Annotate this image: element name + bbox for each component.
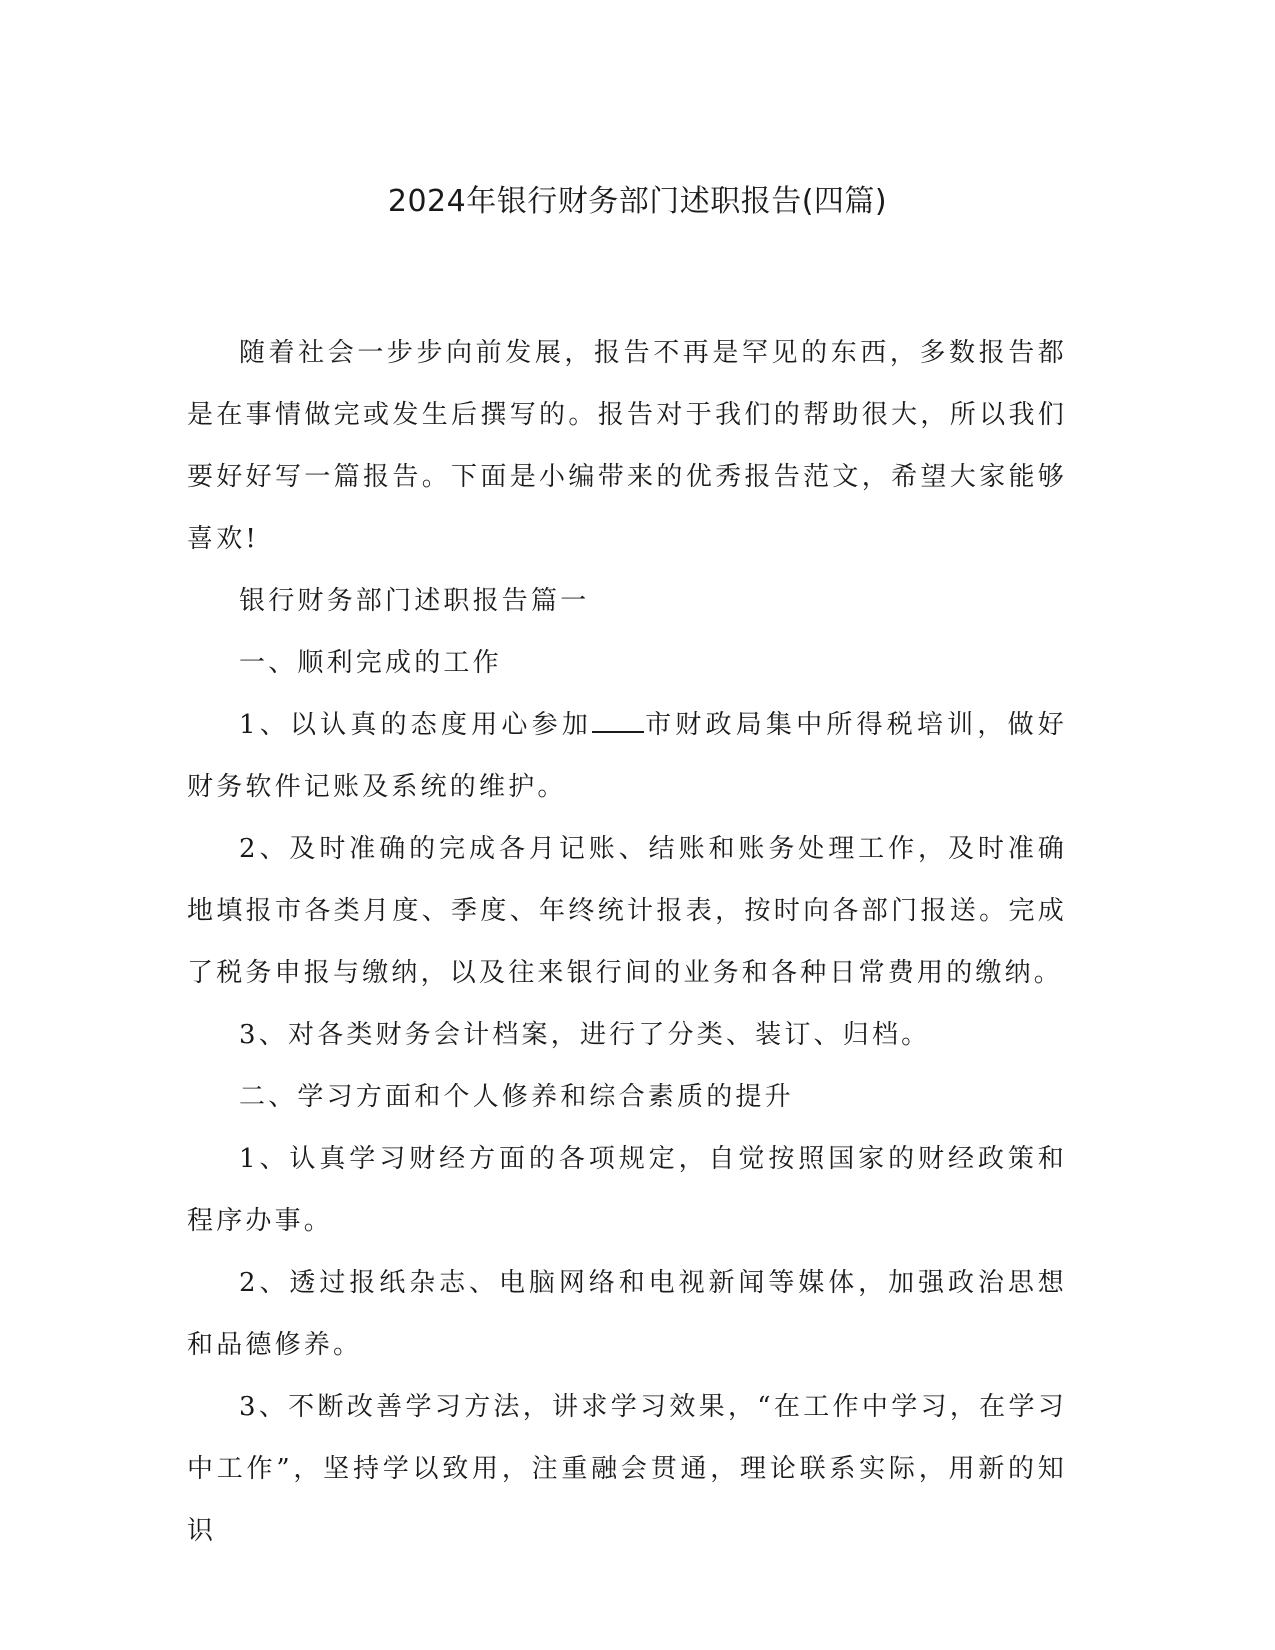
section-heading: 银行财务部门述职报告篇一 xyxy=(239,586,590,616)
list-item: 2、透过报纸杂志、电脑网络和电视新闻等媒体，加强政治思想和品德修养。 xyxy=(187,1268,1067,1360)
subsection-heading: 二、学习方面和个人修养和综合素质的提升 xyxy=(239,1082,794,1112)
list-item: 3、不断改善学习方法，讲求学习效果，“在工作中学习，在学习中工作”，坚持学以致用，注重融会贯通，理论联系实际，用新的知识 xyxy=(187,1392,1067,1546)
fill-in-blank xyxy=(592,705,644,733)
list-item: 2、及时准确的完成各月记账、结账和账务处理工作，及时准确地填报市各类月度、季度、年终统计报表，按时向各部门报送。完成了税务申报与缴纳，以及往来银行间的业务和各种日常费用的缴纳。 xyxy=(187,834,1067,988)
list-item: 3、对各类财务会计档案，进行了分类、装订、归档。 xyxy=(239,1020,931,1050)
list-item xyxy=(187,694,1067,818)
list-item-text-end: 市财政局集中所得税培训，做好财务软件记账及系统的维护。 xyxy=(187,710,1067,802)
intro-paragraph: 随着社会一步步向前发展，报告不再是罕见的东西，多数报告都是在事情做完或发生后撰写的。报告对于我们的帮助很大，所以我们要好好写一篇报告。下面是小编带来的优秀报告范文，希望大家能够喜欢! xyxy=(187,338,1067,554)
subsection-heading: 一、顺利完成的工作 xyxy=(239,648,502,678)
list-item-text-start: 1、以认真的态度用心参加 xyxy=(239,710,593,740)
list-item: 1、认真学习财经方面的各项规定，自觉按照国家的财经政策和程序办事。 xyxy=(187,1144,1067,1236)
document-title: 2024年银行财务部门述职报告(四篇) xyxy=(387,184,888,219)
document-body xyxy=(187,322,1067,1562)
